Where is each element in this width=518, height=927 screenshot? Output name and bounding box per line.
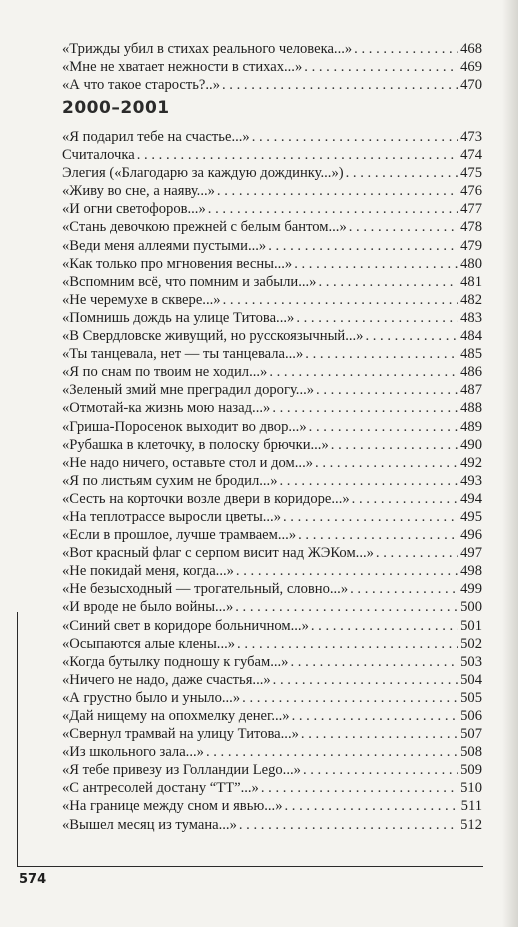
toc-entry[interactable] [62, 689, 482, 707]
toc-entry-page: 468 [460, 41, 482, 57]
toc-leader-dots [318, 273, 458, 291]
toc-entry[interactable] [62, 164, 482, 182]
toc-entry-page: 508 [460, 744, 482, 761]
toc-entry-title: «Ничего не надо, даже счастья...» [62, 671, 271, 688]
toc-leader-dots [301, 725, 458, 743]
toc-entry-page: 502 [460, 635, 482, 652]
toc-entry-page: 495 [460, 508, 482, 525]
toc-leader-dots [331, 436, 458, 454]
toc-entry[interactable] [62, 273, 482, 291]
toc-entry[interactable] [62, 146, 482, 164]
toc-entry[interactable] [62, 653, 482, 671]
toc-entry-title: «С антресолей достану “ТТ”...» [62, 780, 259, 797]
toc-entry-page: 479 [460, 237, 482, 254]
toc-entry-title: «Сесть на корточки возле двери в коридоре...» [62, 490, 350, 507]
toc-entry-page: 505 [460, 689, 482, 706]
toc-leader-dots [285, 797, 459, 815]
toc-entry-page: 474 [460, 147, 482, 164]
toc-entry[interactable] [62, 526, 482, 544]
toc-entry-title: «Не покидай меня, когда...» [62, 563, 234, 580]
toc-entry-title: «Свернул трамвай на улицу Титова...» [62, 726, 299, 743]
toc-entry-page: 499 [460, 581, 482, 598]
toc-entry-title: «Живу во сне, а наяву...» [62, 183, 215, 200]
toc-entry-title: «Вспомним всё, что помним и забыли...» [62, 273, 317, 290]
toc-entry-page: 476 [460, 183, 482, 200]
toc-entry[interactable] [62, 436, 482, 454]
toc-entry-page: 475 [460, 165, 482, 182]
toc-entry-title: «Синий свет в коридоре больничном...» [62, 617, 309, 634]
toc-entry-title: «Я подарил тебе на счастье...» [62, 129, 250, 145]
toc-entry-page: 507 [460, 726, 482, 743]
toc-entry-page: 506 [460, 708, 482, 724]
toc-entry[interactable] [62, 182, 482, 200]
toc-entry-title: «Как только про мгновения весны...» [62, 255, 293, 272]
toc-entry[interactable] [62, 40, 482, 58]
toc-entry[interactable] [62, 617, 482, 635]
toc-leader-dots [350, 580, 458, 598]
toc-entry-title: «Я по снам по твоим не ходил...» [62, 364, 268, 381]
toc-entry[interactable] [62, 345, 482, 363]
toc-entry-title: «Трижды убил в стихах реального человека...» [62, 41, 353, 57]
toc-entry-title: «Рубашка в клеточку, в полоску брючки...» [62, 436, 329, 453]
toc-entry-page: 488 [460, 400, 482, 417]
toc-leader-dots [237, 635, 458, 653]
toc-entry[interactable] [62, 671, 482, 689]
toc-entry-page: 485 [460, 346, 482, 363]
toc-entry-title: «Гриша-Поросенок выходит во двор...» [62, 418, 307, 435]
toc-entry[interactable] [62, 381, 482, 399]
toc-entry[interactable] [62, 797, 482, 815]
toc-entry-page: 510 [460, 780, 482, 797]
toc-entry-page: 486 [460, 364, 482, 381]
toc-entry[interactable] [62, 58, 482, 76]
toc-entry-page: 509 [460, 762, 482, 779]
toc-entry-page: 478 [460, 219, 482, 236]
toc-entry-title: «Вот красный флаг с серпом висит над ЖЭКом...» [62, 545, 374, 562]
toc-entry-title: «Не безысходный — трогательный, словно...» [62, 581, 349, 598]
toc-entry-page: 494 [460, 490, 482, 507]
toc-entry-title: Считалочка [62, 147, 135, 164]
toc-entry[interactable] [62, 472, 482, 490]
toc-leader-dots [316, 381, 458, 399]
toc-leader-dots [304, 58, 458, 76]
toc-entry[interactable] [62, 255, 482, 273]
toc-leader-dots [290, 653, 458, 671]
toc-entry[interactable] [62, 779, 482, 797]
toc-leader-dots [268, 237, 458, 255]
toc-leader-dots [365, 327, 458, 345]
toc-leader-dots [280, 472, 459, 490]
toc-entry-page: 470 [460, 77, 482, 94]
toc-entry[interactable] [62, 490, 482, 508]
toc-entry-title: «Вышел месяц из тумана...» [62, 816, 237, 833]
toc-entry[interactable] [62, 635, 482, 653]
toc-entry-page: 498 [460, 563, 482, 580]
toc-entry[interactable] [62, 816, 482, 834]
toc-entry[interactable] [62, 580, 482, 598]
toc-entry-title: «И огни светофоров...» [62, 201, 206, 218]
toc-entry-title: «Я тебе привезу из Голландии Lego...» [62, 762, 301, 779]
toc-entry-page: 481 [460, 273, 482, 290]
toc-leader-dots [261, 779, 458, 797]
toc-entry[interactable] [62, 200, 482, 218]
toc-entry[interactable] [62, 725, 482, 743]
toc-leader-dots [273, 671, 458, 689]
toc-entry-title: «Помнишь дождь на улице Титова...» [62, 309, 295, 326]
toc-entry-page: 482 [460, 291, 482, 308]
toc-entry-title: «Если в прошлое, лучше трамваем...» [62, 527, 297, 544]
toc-entry-page: 469 [460, 59, 482, 76]
toc-entry-title: «И вроде не было войны...» [62, 599, 234, 616]
toc-leader-dots [223, 291, 458, 309]
toc-leader-dots [346, 164, 458, 182]
toc-entry-page: 487 [460, 382, 482, 399]
toc-entry[interactable] [62, 761, 482, 779]
toc-entry-page: 477 [460, 201, 482, 218]
toc-entry-page: 483 [460, 309, 482, 326]
toc-entry[interactable] [62, 309, 482, 327]
toc-leader-dots [137, 146, 458, 164]
toc-leader-dots [242, 689, 458, 707]
toc-leader-dots [269, 363, 458, 381]
toc-entry-page: 497 [460, 545, 482, 562]
section-heading: 2000–2001 [62, 98, 170, 118]
toc-entry-title: «Дай нищему на опохмелку денег...» [62, 708, 290, 724]
toc-entry-title: «А что такое старость?..» [62, 77, 220, 94]
toc-leader-dots [235, 598, 458, 616]
toc-entry[interactable] [62, 218, 482, 236]
toc-entry-title: «Отмотай-ка жизнь мою назад...» [62, 400, 271, 417]
toc-entry-title: «Не черемухе в сквере...» [62, 291, 221, 308]
toc-leader-dots [294, 255, 458, 273]
toc-entry-title: «Из школьного зала...» [62, 744, 204, 761]
toc-leader-dots [222, 76, 458, 94]
toc-entry-title: «Зеленый змий мне преградил дорогу...» [62, 382, 315, 399]
toc-section-list [62, 128, 482, 834]
toc-leader-dots [296, 309, 458, 327]
toc-entry-title: «На теплотрассе выросли цветы...» [62, 508, 281, 525]
toc-entry-page: 504 [460, 671, 482, 688]
toc-leader-dots [305, 345, 458, 363]
toc-entry[interactable] [62, 707, 482, 725]
toc-leader-dots [298, 526, 458, 544]
toc-entry-title: «Осыпаются алые клены...» [62, 635, 236, 652]
toc-entry-title: «Когда бутылку подношу к губам...» [62, 653, 289, 670]
toc-entry-page: 501 [460, 617, 482, 634]
toc-entry[interactable] [62, 363, 482, 381]
toc-leader-dots [303, 761, 458, 779]
toc-leader-dots [236, 562, 458, 580]
toc-entry-page: 512 [460, 816, 482, 833]
toc-entry-page: 493 [460, 472, 482, 489]
toc-entry[interactable] [62, 327, 482, 345]
toc-leader-dots [309, 418, 458, 436]
toc-entry[interactable] [62, 399, 482, 417]
toc-entry-page: 490 [460, 436, 482, 453]
toc-entry[interactable] [62, 743, 482, 761]
footer-vertical-rule [17, 612, 18, 867]
toc-entry-page: 489 [460, 418, 482, 435]
toc-entry-title: «На границе между сном и явью...» [62, 798, 283, 815]
toc-entry-title: «Не надо ничего, оставьте стол и дом...» [62, 454, 314, 471]
toc-entry[interactable] [62, 418, 482, 436]
toc-leader-dots [354, 40, 458, 58]
toc-entry-page: 503 [460, 653, 482, 670]
toc-entry-page: 473 [460, 129, 482, 145]
toc-leader-dots [352, 490, 458, 508]
toc-entry-title: «Я по листьям сухим не бродил...» [62, 472, 278, 489]
toc-leader-dots [239, 816, 458, 834]
toc-leader-dots [292, 707, 458, 725]
footer-horizontal-rule [17, 866, 483, 867]
toc-leader-dots [252, 128, 458, 146]
toc-entry-page: 496 [460, 527, 482, 544]
toc-entry-page: 480 [460, 255, 482, 272]
toc-entry[interactable] [62, 237, 482, 255]
toc-leader-dots [217, 182, 458, 200]
toc-leader-dots [311, 617, 458, 635]
toc-continued-list [62, 40, 482, 94]
toc-entry[interactable] [62, 598, 482, 616]
toc-entry-page: 500 [460, 599, 482, 616]
toc-entry-page: 484 [460, 328, 482, 345]
toc-entry[interactable] [62, 454, 482, 472]
toc-leader-dots [376, 544, 458, 562]
toc-leader-dots [283, 508, 458, 526]
toc-leader-dots [315, 454, 458, 472]
page-number: 574 [19, 872, 47, 887]
toc-entry-title: «Ты танцевала, нет — ты танцевала...» [62, 346, 304, 363]
toc-entry-title: «А грустно было и уныло...» [62, 689, 241, 706]
toc-entry-title: «В Свердловске живущий, но русскоязычный...» [62, 328, 364, 345]
toc-leader-dots [206, 743, 458, 761]
toc-entry-title: «Стань девочкою прежней с белым бантом...» [62, 219, 347, 236]
toc-entry[interactable] [62, 508, 482, 526]
toc-leader-dots [272, 399, 458, 417]
toc-entry-page: 511 [460, 798, 482, 815]
toc-entry-title: «Мне не хватает нежности в стихах...» [62, 59, 303, 76]
toc-entry[interactable] [62, 544, 482, 562]
toc-entry-title: Элегия («Благодарю за каждую дождинку...») [62, 165, 344, 182]
toc-entry-title: «Веди меня аллеями пустыми...» [62, 237, 267, 254]
toc-entry[interactable] [62, 128, 482, 146]
toc-leader-dots [349, 218, 458, 236]
toc-entry[interactable] [62, 76, 482, 94]
toc-entry[interactable] [62, 291, 482, 309]
toc-entry-page: 492 [460, 454, 482, 471]
page-edge-shadow [502, 0, 518, 927]
toc-leader-dots [208, 200, 458, 218]
toc-entry[interactable] [62, 562, 482, 580]
